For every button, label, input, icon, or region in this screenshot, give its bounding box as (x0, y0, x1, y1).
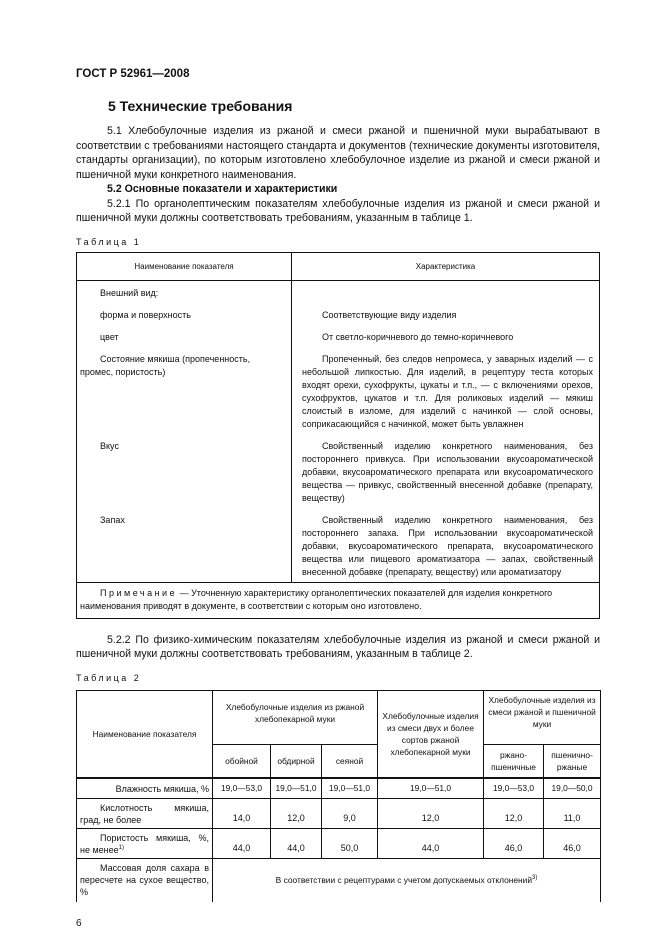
table-row (77, 828, 601, 858)
sugar-value-text: В соответствии с рецептурами с учетом допускаемых отклонений (275, 875, 532, 886)
table-row (77, 434, 600, 508)
table2-subheader: ржано-пшеничные (484, 744, 544, 778)
note-label: Примечание (100, 587, 178, 598)
cell-value: 12,0 (484, 798, 544, 828)
cell-value: 9,0 (322, 798, 378, 828)
cell-value: 19,0—50,0 (544, 778, 601, 798)
table2-subheader: обдирной (271, 744, 322, 778)
paragraph-5-1: 5.1 Хлебобулочные изделия из ржаной и смеси ржаной и пшеничной муки вырабатывают в соответствии с требованиями настоящего стандарта и документов (технические документы изготовителя, стандарты организации), по которым изготовлено хлебобулочное изделие из ржаной и смеси ржаной и пшеничной муки конкретного наименования. (76, 125, 600, 181)
row-name: Запах (77, 508, 292, 583)
table2-subheader: сеяной (322, 744, 378, 778)
row-value: От светло-коричневого до темно-коричневого (322, 331, 514, 342)
page-number: 6 (76, 918, 82, 929)
cell-value: 46,0 (484, 828, 544, 858)
table-row (77, 280, 600, 303)
table1-note (77, 582, 600, 618)
cell-value: 44,0 (213, 828, 271, 858)
row-name: Внешний вид: (77, 280, 292, 303)
row-name: Кислотность мякиша, град, не более (77, 798, 213, 828)
table1-caption: Таблица 1 (76, 236, 142, 247)
cell-value: 11,0 (544, 798, 601, 828)
table-row (77, 508, 600, 583)
section-title: 5 Технические требования (108, 98, 293, 114)
table2-header-name: Наименование показателя (77, 690, 213, 778)
table2-subheader: пшенично-ржаные (544, 744, 601, 778)
row-name: Вкус (77, 434, 292, 508)
note-text: — Уточненную характеристику органолептических показателей для изделия конкретного наименования приводят в документе, в соответствии с которым оно изготовлено. (80, 587, 553, 611)
cell-value: 19,0—51,0 (378, 778, 484, 798)
table2-subheader: обойной (213, 744, 271, 778)
cell-value: 12,0 (378, 798, 484, 828)
footnote-ref: 1) (118, 844, 124, 851)
table2-header-rye: Хлебобулочные изделия из ржаной хлебопекарной муки (213, 690, 378, 744)
table-row (77, 798, 601, 828)
table-2 (76, 690, 601, 903)
row-value (292, 280, 600, 303)
cell-value: 44,0 (271, 828, 322, 858)
table-1 (76, 252, 600, 619)
table-row (77, 778, 601, 798)
cell-value: 46,0 (544, 828, 601, 858)
cell-value: 14,0 (213, 798, 271, 828)
document-header: ГОСТ Р 52961—2008 (76, 68, 190, 80)
row-value: Пропеченный, без следов непромеса, у заварных изделий — с небольшой липкостью. Для изделий, в рецептуру теста которых входят орехи, сухофрукты, цукаты и т.п., — с включениями орехов, сухофруктов, цукатов и т.п. Для роликовых изделий — мякиш слоистый в изломе, для изделий с начинкой — слой основы, соприкасающийся с начинкой, может быть увлажнен (302, 353, 593, 429)
row-name: Массовая доля сахара в пересчете на сухое вещество, % (77, 858, 213, 902)
cell-value: 19,0—51,0 (271, 778, 322, 798)
table1-col-header: Наименование показателя (77, 252, 292, 280)
row-value: Свойственный изделию конкретного наименования, без постороннего привкуса. При использовании вкусоароматической добавки, вкусоароматического препарата или вкусоароматического вещества — привкус, свойственный внесенной добавке (препарату, веществу) (302, 440, 593, 503)
paragraph-5-2-1: 5.2.1 По органолептическим показателям хлебобулочные изделия из ржаной и смеси ржаной и пшеничной муки должны соответствовать требованиям, указанным в таблице 1. (76, 197, 600, 224)
table-row (77, 858, 601, 902)
table-row (77, 347, 600, 434)
row-name: Состояние мякиша (пропеченность, промес, пористость) (77, 347, 292, 434)
row-value: Соответствующие виду изделия (322, 309, 457, 320)
table-row (77, 325, 600, 347)
row-name: цвет (77, 325, 292, 347)
cell-value: 50,0 (322, 828, 378, 858)
row-name-text: Пористость мякиша, %, не менее (80, 832, 209, 855)
paragraph-5-2-2: 5.2.2 По физико-химическим показателям хлебобулочные изделия из ржаной и смеси ржаной и пшеничной муки должны соответствовать требованиям, указанным в таблице 2. (76, 633, 600, 660)
cell-value: 12,0 (271, 798, 322, 828)
row-name: форма и поверхность (77, 303, 292, 325)
table2-caption: Таблица 2 (76, 672, 142, 683)
sugar-value (213, 858, 601, 902)
table2-header-mix: Хлебобулочные изделия из смеси двух и более сортов ржаной хлебопекарной муки (378, 690, 484, 778)
subsection-title: 5.2 Основные показатели и характеристики (107, 183, 338, 195)
footnote-ref: 3) (532, 875, 538, 882)
table2-header-ryewheat: Хлебобулочные изделия из смеси ржаной и пшеничной муки (484, 690, 601, 744)
cell-value: 19,0—53,0 (213, 778, 271, 798)
cell-value: 19,0—53,0 (484, 778, 544, 798)
cell-value: 19,0—51,0 (322, 778, 378, 798)
cell-value: 44,0 (378, 828, 484, 858)
row-value: Свойственный изделию конкретного наименования, без постороннего запаха. При использовании вкусоароматической добавки, вкусоароматического препарата, вкусоароматического вещества или пищевого ароматизатора — запах, свойственный внесенной добавке (препарату, веществу) или ароматизатору (302, 514, 593, 577)
row-name (77, 828, 213, 858)
document-body (76, 0, 600, 950)
table1-col-header: Характеристика (292, 252, 600, 280)
table-row (77, 303, 600, 325)
row-name: Влажность мякиша, % (77, 778, 213, 798)
